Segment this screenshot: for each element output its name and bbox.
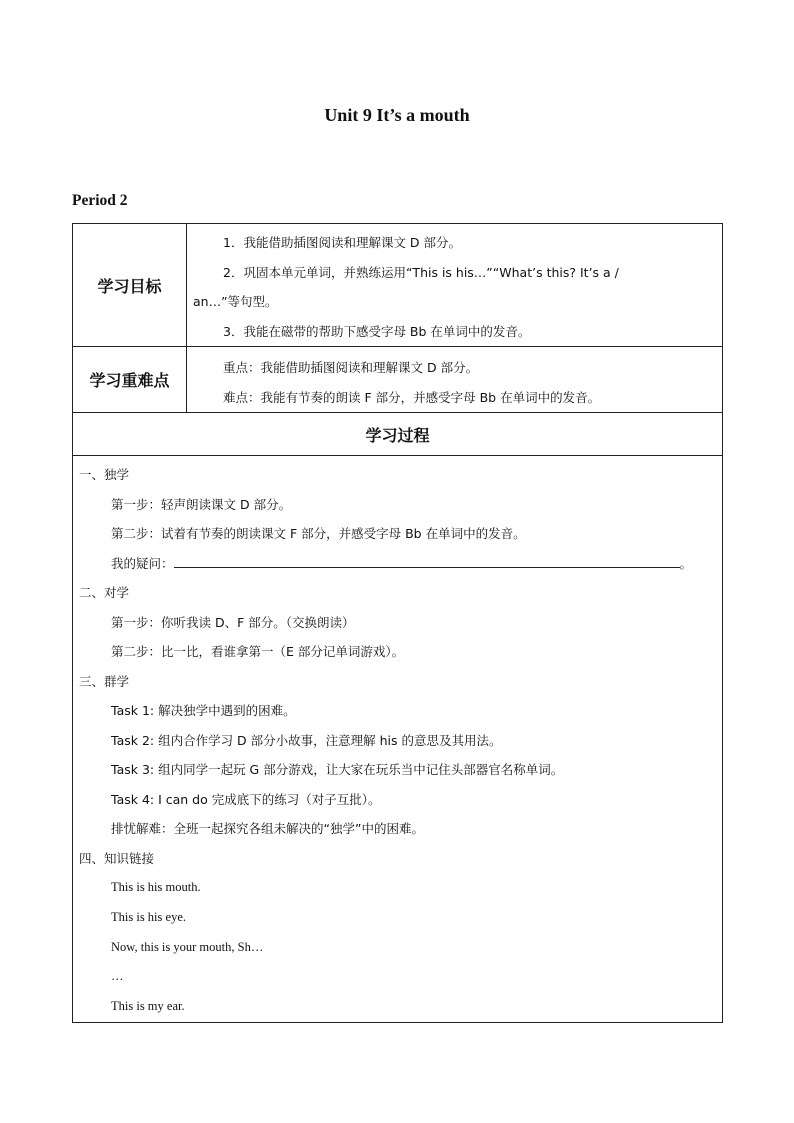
step-line: 第二步：比一比，看谁拿第一（E 部分记单词游戏）。: [111, 644, 405, 659]
question-label: 我的疑问：: [111, 555, 174, 571]
key-points-row: [73, 347, 723, 413]
question-blank-field[interactable]: [174, 552, 680, 568]
task-line: Task 3: 组内同学一起玩 G 部分游戏，让大家在玩乐当中记住头部器官名称单词。: [111, 762, 564, 777]
section-heading: 三、群学: [79, 673, 130, 689]
period-label: Period 2: [72, 192, 128, 209]
lesson-table: [72, 223, 723, 1023]
question-line: [79, 549, 716, 579]
objective-item: 1．我能借助插图阅读和理解课文 D 部分。: [223, 235, 462, 250]
step-line: 第一步：你听我读 D、F 部分。（交换朗读）: [111, 614, 355, 630]
key-points-label: 学习重难点: [73, 347, 187, 413]
objectives-content: [187, 224, 723, 347]
task-line: Task 1: 解决独学中遇到的困难。: [111, 703, 296, 718]
step-line: 第二步：试着有节奏的朗读课文 F 部分，并感受字母 Bb 在单词中的发音。: [111, 526, 526, 541]
section-heading: 四、知识链接: [79, 850, 155, 866]
key-point-item: 难点：我能有节奏的朗读 F 部分，并感受字母 Bb 在单词中的发音。: [223, 389, 601, 405]
example-sentence: This is his eye.: [111, 909, 186, 924]
document-title: Unit 9 It’s a mouth: [324, 105, 470, 125]
example-sentence: Now, this is your mouth, Sh…: [111, 939, 264, 954]
task-line: Task 2: 组内合作学习 D 部分小故事，注意理解 his 的意思及其用法。: [111, 732, 502, 748]
section-heading: 二、对学: [79, 585, 130, 600]
example-sentence: …: [111, 969, 124, 984]
key-points-content: [187, 347, 723, 413]
objective-item: 2．巩固本单元单词，并熟练运用“This is his…”“What’s this? It’s a /: [223, 264, 619, 280]
objectives-label: 学习目标: [73, 224, 187, 347]
process-header: 学习过程: [73, 413, 723, 456]
process-content: [73, 456, 723, 1023]
step-line: 第一步：轻声朗读课文 D 部分。: [111, 496, 292, 512]
example-sentence: This is his mouth.: [111, 880, 201, 894]
question-end-mark: 。: [679, 555, 693, 571]
task-line: Task 4: I can do 完成底下的练习（对子互批）。: [111, 791, 381, 807]
objectives-row: [73, 224, 723, 347]
example-sentence: This is my ear.: [111, 999, 185, 1014]
section-heading: 一、独学: [79, 467, 130, 482]
process-body-row: [73, 456, 723, 1023]
objective-item: 3．我能在磁带的帮助下感受字母 Bb 在单词中的发音。: [223, 323, 531, 339]
task-line: 排忧解难：全班一起探究各组未解决的“独学”中的困难。: [111, 821, 424, 836]
process-header-row: [73, 413, 723, 456]
objective-item-continued: an…”等句型。: [193, 294, 278, 309]
key-point-item: 重点：我能借助插图阅读和理解课文 D 部分。: [223, 360, 479, 375]
